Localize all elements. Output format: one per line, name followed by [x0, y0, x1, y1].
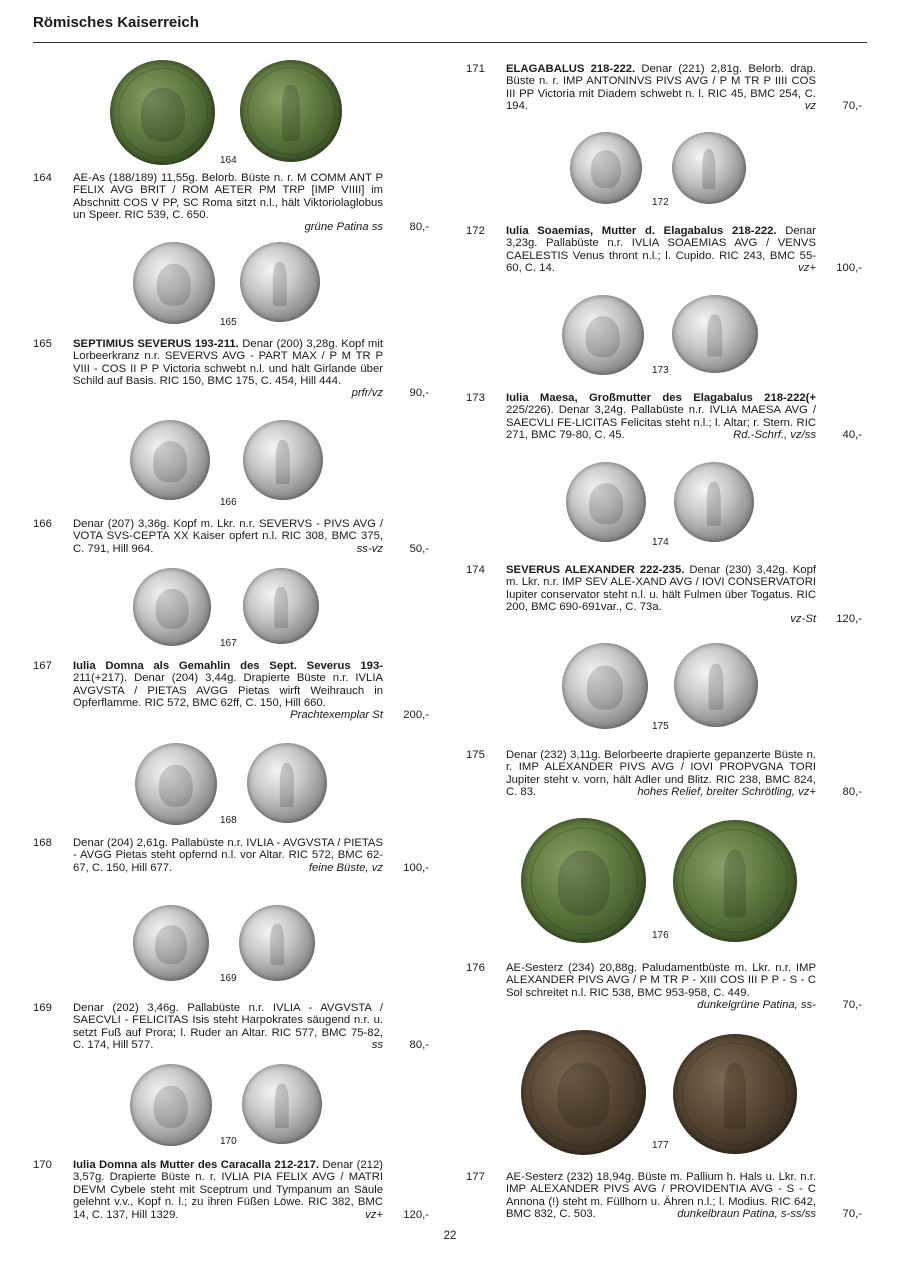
coin-label: 167 — [220, 638, 237, 649]
coin-label: 168 — [220, 815, 237, 826]
coin-image-166 — [130, 420, 330, 504]
coin-label: 176 — [652, 930, 669, 941]
lot-grade: vz — [804, 100, 816, 112]
lot-description: Iulia Soaemias, Mutter d. Elagabalus 218-222. Denar 3,23g. Pallabüste n.r. IVLIA SOAEMIAS AVG / VENVS CAELESTIS Venus thront n.l.; l. Cupido. RIC 243, BMC 55-60, C. 14. — [506, 225, 816, 275]
lot-grade: grüne Patina ss — [304, 221, 383, 233]
page-header-title: Römisches Kaiserreich — [33, 14, 199, 31]
lot-number: 165 — [33, 338, 52, 350]
coin-label: 170 — [220, 1136, 237, 1147]
page-number: 22 — [443, 1230, 457, 1242]
coin-image-169 — [133, 905, 329, 983]
lot-price: 120,- — [403, 1209, 429, 1221]
lot-description: Iulia Domna als Mutter des Caracalla 212-217. Denar (212) 3,57g. Drapierte Büste n. r. IVLIA PIA FELIX AVG / MATRI DEVM Cybele steht mit Sceptrum und Tympanum an Säule gelehnt v.v., Kopf n. l.; zu ihren Füßen Löwe. RIC 382, BMC 14, C. 137, Hill 1329. — [73, 1159, 384, 1221]
coin-label: 166 — [220, 497, 237, 508]
lot-grade: vz-St — [790, 613, 816, 625]
coin-obverse — [133, 242, 215, 324]
coin-image-177 — [521, 1030, 801, 1155]
coin-image-168 — [135, 743, 331, 825]
lot-description: Denar (202) 3,46g. Pallabüste n.r. IVLIA - AVGVSTA / SAECVLI - FELICITAS Isis steht Harpokrates säugend n.r. u. setzt Fuß auf Prora; l. Ruder an Altar. RIC 577, BMC 75-82, C. 174, Hill 577. — [73, 1002, 383, 1052]
coin-reverse — [674, 643, 758, 727]
lot-price: 200,- — [403, 709, 429, 721]
coin-image-164 — [110, 60, 345, 165]
coin-reverse — [672, 132, 746, 204]
coin-label: 174 — [652, 537, 669, 548]
lot-number: 166 — [33, 518, 52, 530]
lot-price: 120,- — [836, 613, 862, 625]
coin-obverse — [135, 743, 217, 825]
coin-image-172 — [570, 132, 752, 204]
coin-image-165 — [133, 242, 323, 326]
coin-obverse — [130, 1064, 212, 1146]
coin-reverse — [247, 743, 327, 823]
coin-obverse — [566, 462, 646, 542]
coin-reverse — [674, 462, 754, 542]
coin-obverse — [130, 420, 210, 500]
lot-number: 171 — [466, 63, 485, 75]
lot-description: Iulia Domna als Gemahlin des Sept. Severus 193- 211(+217). Denar (204) 3,44g. Drapierte Büste n.r. IVLIA AVGVSTA / PIETAS AVGG Pietas wirft Weihrauch in Opferflamme. RIC 572, BMC 62ff, C. 150, Hill 660. — [73, 660, 383, 710]
coin-label: 175 — [652, 721, 669, 732]
lot-description: Denar (207) 3,36g. Kopf m. Lkr. n.r. SEVERVS - PIVS AVG / VOTA SVS-CEPTA XX Kaiser opfert n.l. RIC 308, BMC 375, C. 791, Hill 964. — [73, 518, 383, 555]
coin-label: 173 — [652, 365, 669, 376]
lot-description: Iulia Maesa, Großmutter des Elagabalus 218-222(+ 225/226). Denar 3,24g. Pallabüste n.r. IVLIA MAESA AVG / SAECVLI FE-LICITAS Felicitas steht n.l.; l. Altar; r. Stern. RIC 271, BMC 79-80, C. 45. — [506, 392, 816, 442]
coin-reverse — [673, 820, 797, 942]
coin-label: 172 — [652, 197, 669, 208]
lot-grade: vz+ — [798, 262, 816, 274]
coin-obverse — [521, 1030, 646, 1155]
lot-number: 170 — [33, 1159, 52, 1171]
coin-image-174 — [566, 462, 758, 542]
lot-price: 100,- — [836, 262, 862, 274]
lot-grade: hohes Relief, breiter Schrötling, vz+ — [637, 786, 816, 798]
lot-price: 70,- — [842, 100, 862, 112]
lot-number: 174 — [466, 564, 485, 576]
lot-number: 175 — [466, 749, 485, 761]
lot-description: AE-Sesterz (232) 18,94g. Büste m. Pallium h. Hals u. Lkr. n.r. IMP ALEXANDER PIVS AVG / PROVIDENTIA AVG - S - C Annona (!) steht m. Füllhorn u. Ähren n.l.; l. Modius. RIC 642, BMC 832, C. 503. — [506, 1171, 816, 1221]
lot-price: 80,- — [842, 786, 862, 798]
lot-grade: vz+ — [365, 1209, 383, 1221]
lot-price: 100,- — [403, 862, 429, 874]
header-divider — [33, 42, 867, 43]
lot-description: Denar (232) 3,11g. Belorbeerte drapierte gepanzerte Büste n. r. IMP ALEXANDER PIVS AVG / IOVI PROPVGNA TORI Jupiter steht v. vorn, hält Adler und Blitz. RIC 238, BMC 824, C. 83. — [506, 749, 816, 799]
lot-number: 169 — [33, 1002, 52, 1014]
lot-grade: dunkelbraun Patina, s-ss/ss — [677, 1208, 816, 1220]
lot-grade: Rd.-Schrf., vz/ss — [733, 429, 816, 441]
coin-label: 165 — [220, 317, 237, 328]
coin-obverse — [562, 295, 644, 375]
coin-label: 164 — [220, 155, 237, 166]
coin-image-176 — [521, 818, 801, 943]
lot-number: 167 — [33, 660, 52, 672]
lot-description: AE-As (188/189) 11,55g. Belorb. Büste n. r. M COMM ANT P FELIX AVG BRIT / ROM AETER PM TRP [IMP VIIII] im Abschnitt COS V PP, SC Roma sitzt n.l., hält Viktoriolaglobus un Speer. RIC 539, C. 650. — [73, 172, 383, 222]
lot-price: 90,- — [409, 387, 429, 399]
lot-description: Denar (204) 2,61g. Pallabüste n.r. IVLIA - AVGVSTA / PIETAS - AVGG Pietas steht opfernd n.l. vor Altar. RIC 572, BMC 62-67, C. 150, Hill 677. — [73, 837, 383, 874]
coin-obverse — [570, 132, 642, 204]
lot-description: SEPTIMIUS SEVERUS 193-211. Denar (200) 3,28g. Kopf mit Lorbeerkranz n.r. SEVERVS AVG - PART MAX / P M TR P VIII - COS II P P Victoria schwebt n.l. und hält Girlande über Schild auf Basis. RIC 150, BMC 175, C. 454, Hill 444. — [73, 338, 383, 388]
lot-price: 80,- — [409, 1039, 429, 1051]
coin-obverse — [133, 905, 209, 981]
coin-reverse — [239, 905, 315, 981]
lot-price: 80,- — [409, 221, 429, 233]
coin-reverse — [673, 1034, 797, 1154]
lot-number: 164 — [33, 172, 52, 184]
coin-image-173 — [562, 295, 760, 375]
coin-reverse — [243, 420, 323, 500]
coin-reverse — [243, 568, 319, 644]
coin-reverse — [240, 242, 320, 322]
lot-price: 70,- — [842, 1208, 862, 1220]
lot-grade: dunkelgrüne Patina, ss- — [697, 999, 816, 1011]
coin-obverse — [110, 60, 215, 165]
coin-label: 169 — [220, 973, 237, 984]
lot-grade: ss — [371, 1039, 383, 1051]
coin-image-175 — [562, 643, 760, 729]
lot-number: 172 — [466, 225, 485, 237]
coin-reverse — [672, 295, 758, 373]
coin-reverse — [240, 60, 342, 162]
lot-grade: feine Büste, vz — [308, 862, 383, 874]
lot-number: 176 — [466, 962, 485, 974]
coin-obverse — [562, 643, 648, 729]
lot-grade: Prachtexemplar St — [290, 709, 383, 721]
coin-reverse — [242, 1064, 322, 1144]
lot-grade: ss-vz — [356, 543, 383, 555]
coin-obverse — [133, 568, 211, 646]
coin-obverse — [521, 818, 646, 943]
lot-price: 70,- — [842, 999, 862, 1011]
lot-price: 50,- — [409, 543, 429, 555]
coin-image-170 — [130, 1064, 330, 1146]
lot-number: 177 — [466, 1171, 485, 1183]
coin-label: 177 — [652, 1140, 669, 1151]
lot-price: 40,- — [842, 429, 862, 441]
lot-description: ELAGABALUS 218-222. Denar (221) 2,81g. Belorb. drap. Büste n. r. IMP ANTONINVS PIVS AVG / P M TR P IIII COS III PP Victoria mit Diadem schwebt n. l. RIC 45, BMC 254, C. 194. — [506, 63, 817, 113]
lot-description: SEVERUS ALEXANDER 222-235. Denar (230) 3,42g. Kopf m. Lkr. n.r. IMP SEV ALE-XAND AVG / IOVI CONSERVATORI Iupiter conservator steht n.l. u. hält Fulmen über Togatus. RIC 200, BMC 690-691var., C. 73a. — [506, 564, 817, 614]
coin-image-167 — [133, 568, 325, 648]
lot-grade: prfr/vz — [351, 387, 383, 399]
lot-number: 168 — [33, 837, 52, 849]
lot-number: 173 — [466, 392, 485, 404]
lot-description: AE-Sesterz (234) 20,88g. Paludamentbüste m. Lkr. n.r. IMP ALEXANDER PIVS AVG / P M TR P - XIII COS III P P - S - C Sol schreitet n.l. RIC 538, BMC 953-958, C. 449. — [506, 962, 816, 999]
